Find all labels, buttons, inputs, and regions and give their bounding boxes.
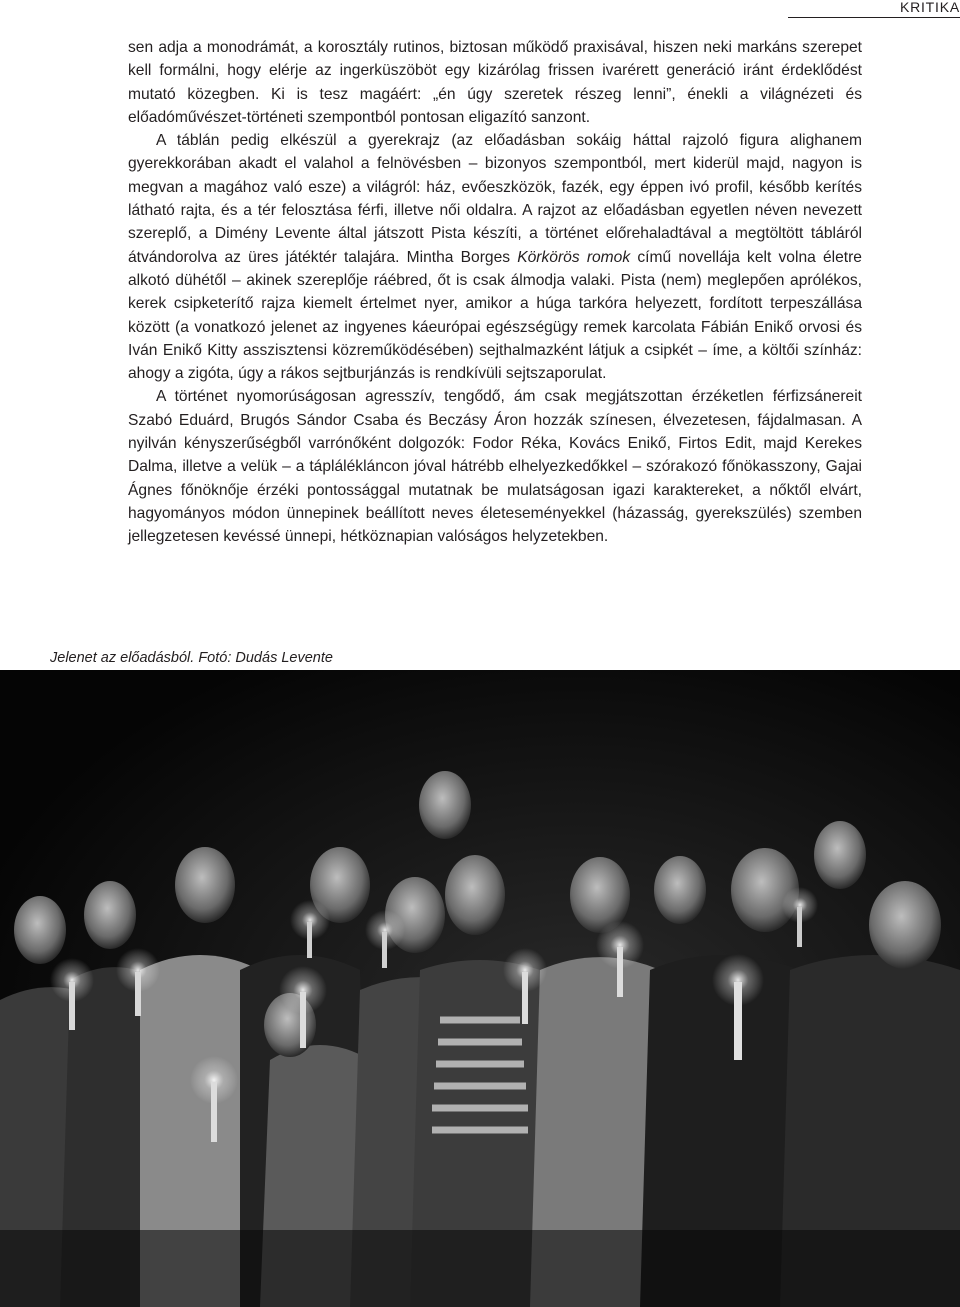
stage-photo-illustration [0, 670, 960, 1307]
article-paragraph-1: sen adja a monodrámát, a korosztály rutinos, biztosan működő praxisával, hiszen neki markáns szerepet kell formálni, hogy elérje az ingerküszöböt egy kizárólag frissen ivarérett generáció iránt érdeklődést mutató közegben. Ki is tesz magáért: „én úgy szeretek részeg lenni”, énekli a világnézeti és előadóművészet-történeti szempontból pontosan eligazító sanzont. [128, 39, 862, 126]
paragraph-2-text-a: A táblán pedig elkészül a gyerekrajz (az előadásban sokáig háttal rajzoló figura alighanem gyerekkorában akadt el valahol a felnövésben – bizonyos szempontból, mert kiderül majd, nagyon is megvan a magához való esze) a világról: ház, evőeszközök, fazék, egy éppen ivó profil, később kerítés látható rajta, és a tér felosztása férfi, illetve női oldalra. A rajzot az előadásban egyetlen néven nevezett szereplő, a Dimény Levente által játszott Pista készíti, a történet előrehaladtával a megtöltött tábláról átvándorolva az üres játéktér talajára. Mintha Borges [128, 132, 862, 266]
stage-photo [0, 670, 960, 1307]
paragraph-2-text-b: című novellája kelt volna életre alkotó dühétől – akinek szereplője ráébred, őt is csak álmodja valaki. Pista (nem) meglepően aprólékos, kerek csipketerítő rajza kiemelt értelmet nyer, amikor a húga tarkóra helyezett, fordított terpeszállása között (a vonatkozó jelenet az ingyenes káeurópai egészségügy remek karcolata Fábián Enikő orvosi és Iván Enikő Kitty asszisztensi közreműködésében) sejthalmazként látjuk a csipkét – íme, a költői színház: ahogy a zigóta, úgy a rákos sejtburjánzás is rendkívüli sejtszaporulat. [128, 248, 862, 383]
photo-caption: Jelenet az előadásból. Fotó: Dudás Levente [50, 650, 333, 666]
article-body [128, 36, 862, 549]
article-paragraph-3: A történet nyomorúságosan agresszív, tengődő, ám csak megjátszottan érzéketlen férfizsánereit Szabó Eduárd, Brugós Sándor Csaba és Beczásy Áron hozzák színesen, élvezetesen, fájdalmasan. A nyilván kényszerűségből varrónőként dolgozók: Fodor Réka, Kovács Enikő, Firtos Edit, majd Kerekes Dalma, illetve a velük – a táplálékláncon jóval hátrébb elhelyezkedőkkel – szórakozó főnökasszony, Gajai Ágnes főnöknője érzéki pontossággal mutatnak be mulatságosan igazi karaktereket, a nőktől elvárt, hagyományos módon ünnepinek beállított neves életeseményekkel (házasság, gyerekszülés) szemben jellegzetesen kevéssé ünnepi, hétköznapian valóságos helyzetekben. [128, 388, 862, 546]
article-paragraph-2 [128, 129, 862, 385]
book-title: Körkörös romok [517, 248, 631, 266]
running-head-section-label: KRITIKA [788, 0, 960, 18]
